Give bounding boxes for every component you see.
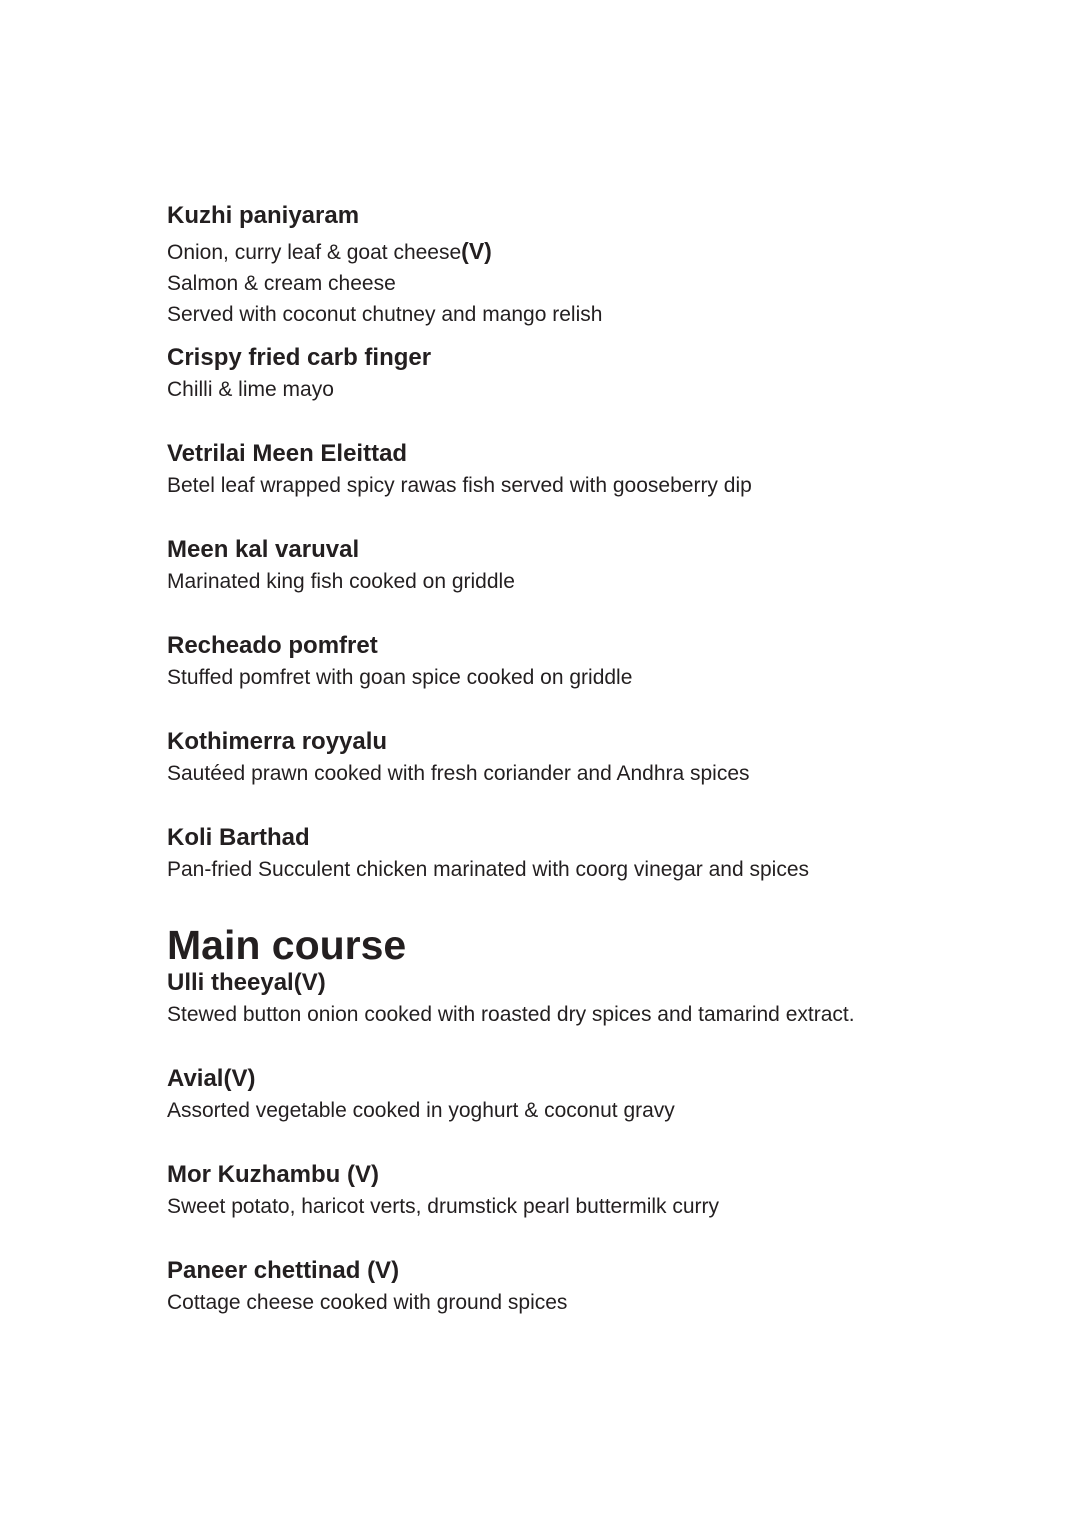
dish-meen-kal-varuval <box>167 534 1047 597</box>
dish-description: Marinated king fish cooked on griddle <box>167 570 515 593</box>
dish-paneer-chettinad <box>167 1255 1047 1318</box>
dish-description-text: Onion, curry leaf & goat cheese <box>167 241 462 264</box>
dish-description: Served with coconut chutney and mango relish <box>167 303 603 326</box>
dish-recheado-pomfret <box>167 630 1047 693</box>
dish-title: Mor Kuzhambu (V) <box>167 1161 379 1188</box>
dish-title: Crispy fried carb finger <box>167 344 432 371</box>
dish-title: Paneer chettinad (V) <box>167 1257 400 1284</box>
vegetarian-tag: (V) <box>461 238 492 264</box>
dish-title: Avial(V) <box>167 1065 256 1092</box>
dish-description: Chilli & lime mayo <box>167 378 334 401</box>
dish-description: Sautéed prawn cooked with fresh coriander and Andhra spices <box>167 762 750 785</box>
dish-avial <box>167 1063 1047 1126</box>
menu-page <box>167 200 1047 1318</box>
dish-vetrilai-meen-eleittad <box>167 438 1047 501</box>
dish-description <box>167 236 1047 268</box>
dish-crispy-fried-carb-finger <box>167 342 1047 405</box>
dish-title: Ulli theeyal(V) <box>167 969 326 996</box>
main-course-heading: Main course <box>167 922 407 968</box>
dish-title: Vetrilai Meen Eleittad <box>167 440 408 467</box>
dish-title: Recheado pomfret <box>167 632 378 659</box>
dish-description: Stewed button onion cooked with roasted dry spices and tamarind extract. <box>167 1003 855 1026</box>
dish-mor-kuzhambu <box>167 1159 1047 1222</box>
dish-description: Pan-fried Succulent chicken marinated with coorg vinegar and spices <box>167 858 810 881</box>
dish-description: Assorted vegetable cooked in yoghurt & coconut gravy <box>167 1099 675 1122</box>
dish-description: Betel leaf wrapped spicy rawas fish served with gooseberry dip <box>167 474 752 497</box>
dish-description: Sweet potato, haricot verts, drumstick pearl buttermilk curry <box>167 1195 720 1218</box>
dish-title: Koli Barthad <box>167 824 310 851</box>
dish-title: Kothimerra royyalu <box>167 728 388 755</box>
dish-description: Cottage cheese cooked with ground spices <box>167 1291 568 1314</box>
dish-ulli-theeyal <box>167 967 1047 1030</box>
dish-title: Meen kal varuval <box>167 536 360 563</box>
dish-kothimerra-royyalu <box>167 726 1047 789</box>
dish-title: Kuzhi paniyaram <box>167 202 360 229</box>
dish-kuzhi-paniyaram <box>167 200 1047 330</box>
dish-description: Stuffed pomfret with goan spice cooked on griddle <box>167 666 633 689</box>
dish-description: Salmon & cream cheese <box>167 272 396 295</box>
dish-koli-barthad <box>167 822 1047 885</box>
